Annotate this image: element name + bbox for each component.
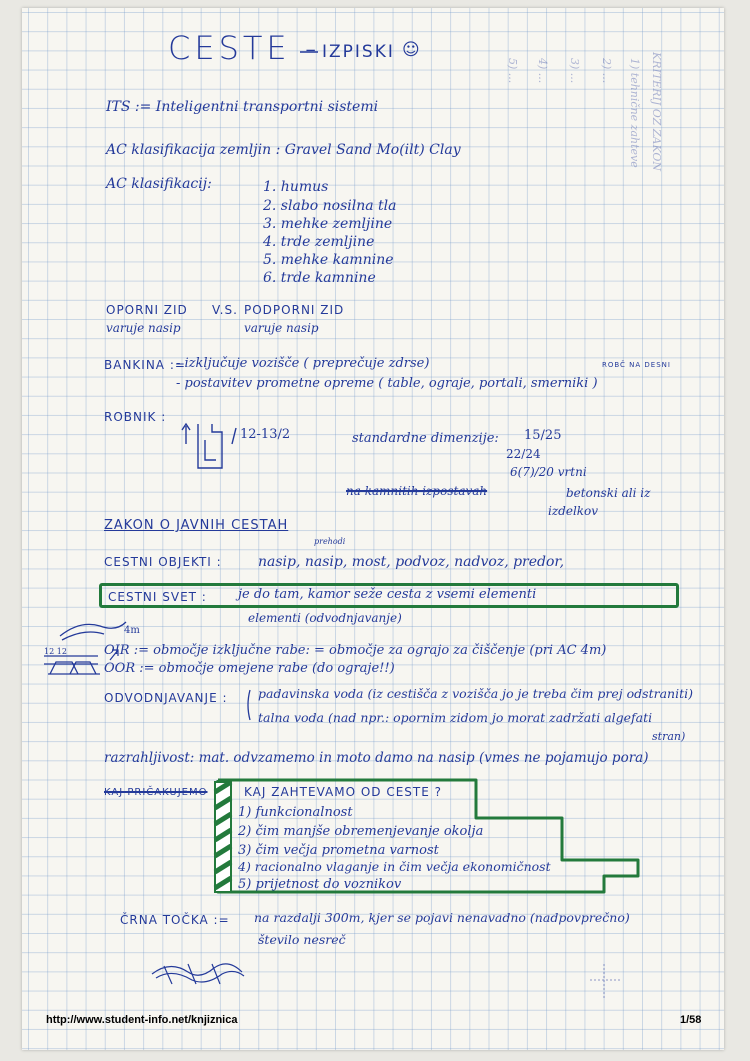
ac-class-label: AC klasifikacij: xyxy=(106,176,212,192)
oporni-desc: varuje nasip xyxy=(106,321,181,335)
page-title: CESTE - xyxy=(168,29,321,67)
crna-tocka-line-2: število nesreč xyxy=(258,932,346,947)
oir-arrow-icon xyxy=(110,650,118,660)
oor-definition: OOR := območje omejene rabe (do ograje!!) xyxy=(104,661,395,676)
bankina-line-2: - postavitev prometne opreme ( table, ograje, portali, smerniki ) xyxy=(176,376,598,391)
oir-sketch-dims: 12 12 xyxy=(44,647,67,656)
robnik-note-2: izdelkov xyxy=(548,504,599,518)
zahteve-item-5: 5) prijetnost do voznikov xyxy=(238,877,402,892)
robnik-struck-note: na kamnitih izpostavah xyxy=(346,484,488,498)
zahteve-item-1: 1) funkcionalnost xyxy=(238,805,353,820)
odvodnjavanje-line-2: talna voda (nad npr.: opornim zidom jo morat zadržati algefati xyxy=(258,710,653,725)
road-profile-sketch xyxy=(44,622,126,674)
odvodnjavanje-line-3: stran) xyxy=(652,730,686,743)
svet-label: CESTNI SVET : xyxy=(108,590,207,604)
zahteve-item-3: 3) čim večja prometna varnost xyxy=(238,843,439,858)
podporni-desc: varuje nasip xyxy=(244,321,319,335)
ac-class-3: 3. mehke zemljine xyxy=(263,216,393,232)
zahteve-struck-label: KAJ PRIČAKUJEMO xyxy=(104,787,208,798)
its-definition: ITS := Inteligentni transportni sistemi xyxy=(106,99,379,115)
objekti-label: CESTNI OBJEKTI : xyxy=(104,555,222,569)
robnik-dim-3: 6(7)/20 vrtni xyxy=(510,465,587,479)
side-note-2: 2) ... xyxy=(600,58,613,84)
odvodnjavanje-label: ODVODNJAVANJE : xyxy=(104,691,228,705)
robnik-dim-1: 15/25 xyxy=(524,428,562,443)
page-number: 1/58 xyxy=(680,1014,702,1026)
zahteve-title: KAJ ZAHTEVAMO OD CESTE ? xyxy=(244,785,443,799)
robnik-dims-label: standardne dimenzije: xyxy=(352,431,499,446)
bankina-label: BANKINA := xyxy=(104,358,186,372)
smiley-icon: ☺ xyxy=(402,40,421,60)
ac-class-2: 2. slabo nosilna tla xyxy=(263,198,397,214)
doodle xyxy=(152,964,244,984)
odvodnjavanje-line-1: padavinska voda (iz cestišča z vozišča jo je treba čim prej odstraniti) xyxy=(258,686,693,701)
side-note-3: 3) ... xyxy=(568,58,581,84)
bankina-note: ROBČ NA DESNI xyxy=(602,361,671,369)
ac-class-5: 5. mehke kamnine xyxy=(263,252,394,268)
oporni-zid: OPORNI ZID xyxy=(106,303,188,317)
page-subtitle: IZPISKI xyxy=(322,42,395,62)
bankina-line-1: - izključuje vozišče ( preprečuje zdrse) xyxy=(176,356,430,371)
robnik-dim-2: 22/24 xyxy=(506,447,541,461)
footer-url[interactable]: http://www.student-info.net/knjiznica xyxy=(46,1014,238,1026)
objekti-above: prehodi xyxy=(314,537,346,546)
side-note-1: 1) tehnične zahteve xyxy=(628,58,641,168)
zakon-heading: ZAKON O JAVNIH CESTAH xyxy=(104,518,289,533)
ac-class-1: 1. humus xyxy=(263,179,329,195)
side-note-4: 4) ... xyxy=(536,58,549,84)
svet-line-2: elementi (odvodnjavanje) xyxy=(248,611,402,625)
curb-sketch xyxy=(182,424,236,468)
objekti-list: nasip, nasip, most, podvoz, nadvoz, predor, xyxy=(258,554,565,570)
robnik-label: ROBNIK : xyxy=(104,410,167,424)
vs-label: V.S. xyxy=(212,303,238,317)
zahteve-item-4: 4) racionalno vlaganje in čim večja ekonomičnost xyxy=(238,859,551,874)
crna-tocka-label: ČRNA TOČKA := xyxy=(120,913,230,927)
side-note-5: 5) ... xyxy=(506,58,519,84)
zahteve-item-2: 2) čim manjše obremenjevanje okolja xyxy=(238,824,484,839)
razrahljivost: razrahljivost: mat. odvzamemo in moto damo na nasip (vmes ne pojamujo pora) xyxy=(104,750,649,766)
svet-line-1: je do tam, kamor seže cesta z vsemi elementi xyxy=(238,587,537,602)
crna-tocka-line-1: na razdalji 300m, kjer se pojavi nenavadno (nadpovprečno) xyxy=(254,910,630,925)
oir-definition: OIR := območje izključne rabe: = območje za ograjo za čiščenje (pri AC 4m) xyxy=(104,643,607,658)
ac-class-4: 4. trde zemljine xyxy=(263,234,375,250)
podporni-zid: PODPORNI ZID xyxy=(244,303,345,317)
ac-class-6: 6. trde kamnine xyxy=(263,270,376,286)
robnik-sketch-label: 12-13/2 xyxy=(240,427,291,442)
side-notes-header: KRITERIJ OZ ZAKON xyxy=(650,52,663,172)
odvod-bracket xyxy=(248,690,250,720)
ac-soil-classification: AC klasifikacija zemljin : Gravel Sand Mo(ilt) Clay xyxy=(106,142,461,158)
robnik-note-1: betonski ali iz xyxy=(566,486,651,500)
oir-sketch-label: 4m xyxy=(124,625,140,636)
crosshair-mark xyxy=(590,964,620,1000)
